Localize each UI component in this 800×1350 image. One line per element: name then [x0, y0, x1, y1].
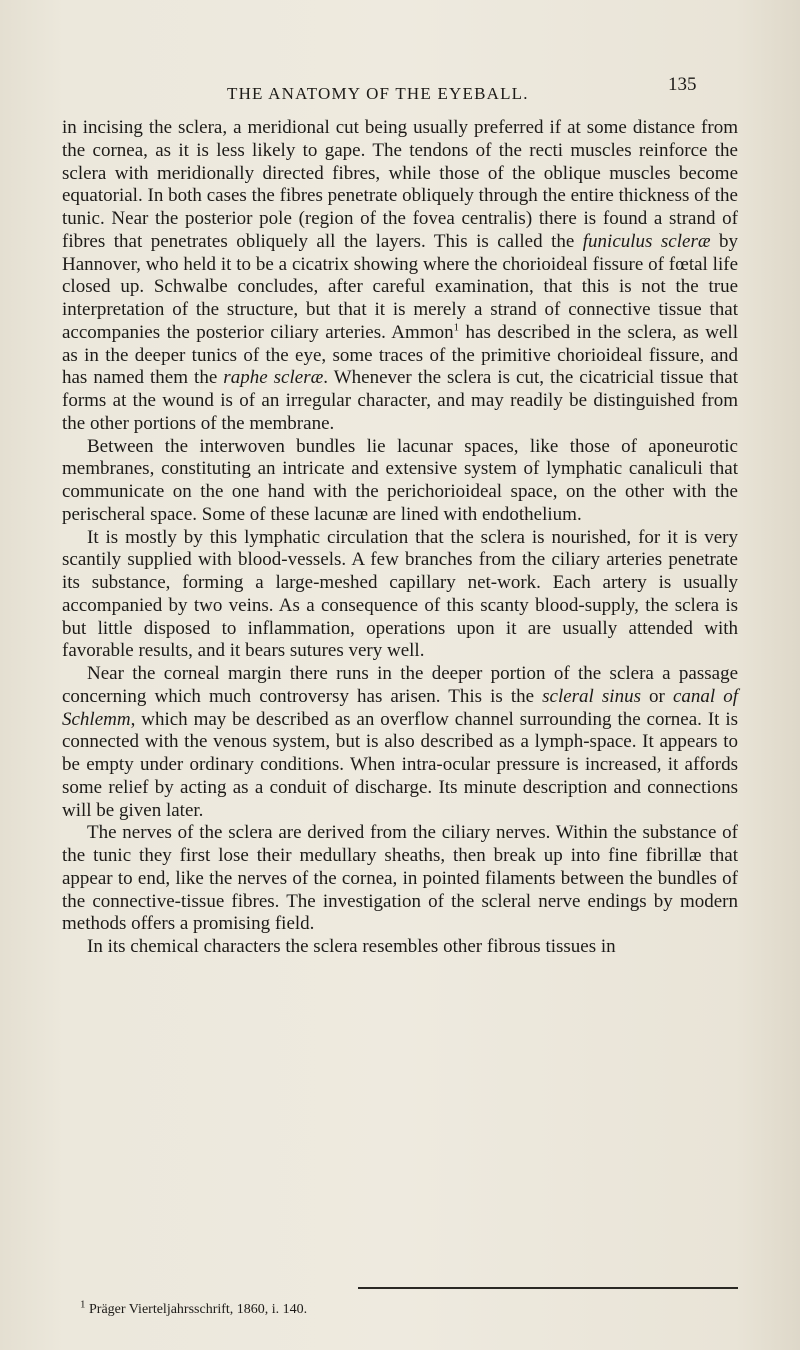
term-raphe-sclerae: raphe scleræ: [223, 367, 324, 389]
paragraph-3: It is mostly by this lymphatic circulation that the sclera is nourished, for it is very scantily supplied with blood-vessels. A few branches from the ciliary arteries penetrate its substance, forming a large-meshed capillary net-work. Each artery is usually accompanied by two veins. As a consequence of this scanty blood-supply, the sclera is but little disposed to inflammation, operations upon it are usually attended with favorable results, and it bears sutures very well.: [62, 526, 738, 662]
footnote-text: Präger Vierteljahrsschrift, 1860, i. 140.: [89, 1302, 308, 1317]
footnote-divider: [358, 1287, 738, 1289]
paragraph-4: Near the corneal margin there runs in the deeper portion of the sclera a passage concerning which much controversy has arisen. This is the scleral sinus or canal of Schlemm, which may be described as an overflow channel surrounding the cornea. It is connected with the venous system, but is also described as a lymph-space. It appears to be empty under ordinary conditions. When intra-ocular pressure is increased, it affords some relief by acting as a conduit of discharge. Its minute description and connections will be given later.: [62, 663, 739, 821]
term-scleral-sinus: scleral sinus: [542, 685, 641, 707]
paragraph-5: The nerves of the sclera are derived from the ciliary nerves. Within the substance of the tunic they first lose their medullary sheaths, then break up into fine fibrillæ that appear to end, like the nerves of the cornea, in pointed filaments between the bundles of the connective-tissue fibres. The investigation of the scleral nerve endings by modern methods offers a promising field.: [62, 822, 738, 935]
footnote-marker: 1: [80, 1298, 86, 1311]
paragraph-2: Between the interwoven bundles lie lacunar spaces, like those of aponeurotic membranes, constituting an intricate and extensive system of lymphatic canaliculi that communicate on the one hand with the perichorioideal space, on the other with the perischeral space. Some of these lacunæ are lined with endothelium.: [62, 435, 738, 525]
footnote: [80, 1298, 740, 1318]
running-title: THE ANATOMY OF THE EYEBALL.: [227, 84, 529, 103]
term-funiculus-sclerae: funiculus scleræ: [582, 230, 711, 252]
footnote-reference[interactable]: 1: [453, 321, 460, 334]
body-text: [62, 117, 738, 959]
paragraph-6: In its chemical characters the sclera resembles other fibrous tissues in: [87, 936, 616, 957]
term-canal-of-schlemm: canal of Schlemm: [62, 685, 739, 730]
page-number: 135: [668, 74, 697, 95]
paragraph-1: in incising the sclera, a meridional cut being usually preferred if at some distance from the cornea, as it is less likely to gape. The tendons of the recti muscles reinforce the sclera with meridionally directed fibres, while those of the oblique muscles become equatorial. In both cases the fibres penetrate obliquely through the entire thickness of the tunic. Near the posterior pole (region of the fovea centralis) there is found a strand of fibres that penetrates obliquely all the layers. This is called the funiculus scleræ by Hannover, who held it to be a cicatrix showing where the chorioideal fissure of fœtal life closed up. Schwalbe concludes, after careful examination, that this is not the true interpretation of the structure, but that it is merely a strand of connective tissue that accompanies the posterior ciliary arteries. Ammon$^1$ has described in the sclera, as well as in the deeper tunics of the eye, some traces of the primitive chorioideal fissure, and has named them the raphe scleræ. Whenever the sclera is cut, the cicatricial tissue that forms at the wound is of an irregular character, and may readily be distinguished from the other portions of the membrane.: [62, 117, 738, 434]
